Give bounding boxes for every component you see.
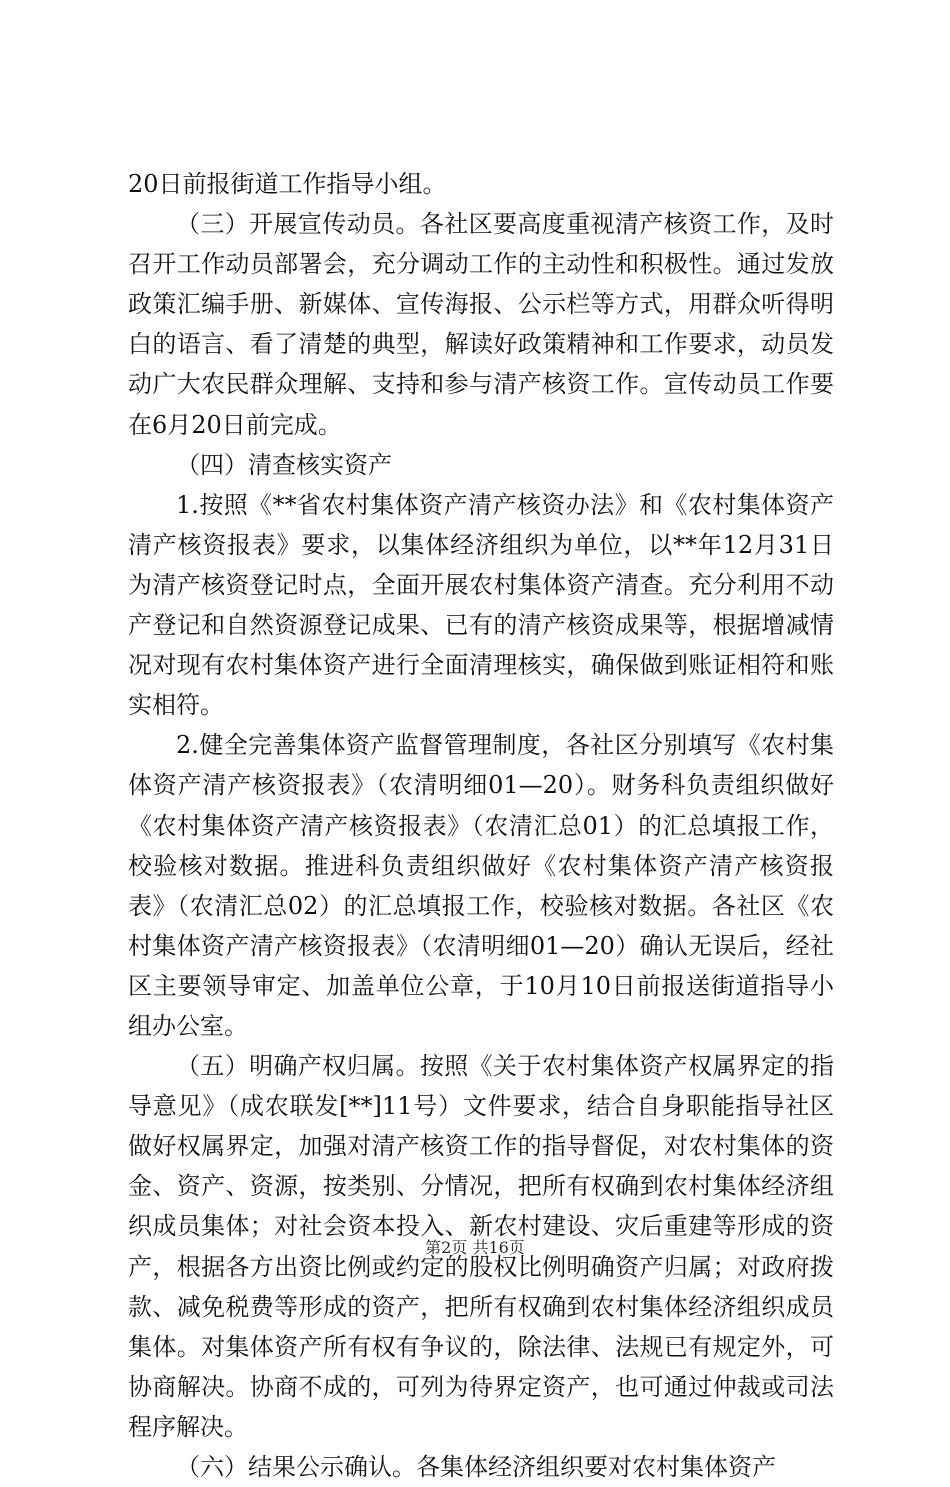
document-body <box>128 164 834 1487</box>
paragraph-results-publicity: （六）结果公示确认。各集体经济组织要对农村集体资产 <box>176 1453 776 1481</box>
paragraph-continuation: 20日前报街道工作指导小组。 <box>128 170 447 198</box>
paragraph-item-2: 2.健全完善集体资产监督管理制度，各社区分别填写《农村集体资产清产核资报表》（农清明细01—20）。财务科负责组织做好《农村集体资产清产核资报表》（农清汇总01）的汇总填报工作，校验核对数据。推进科负责组织做好《农村集体资产清产核资报表》（农清汇总02）的汇总填报工作，校验核对数据。各社区《农村集体资产清产核资报表》（农清明细01—20）确认无误后，经社区主要领导审定、加盖单位公章，于10月10日前报送街道指导小组办公室。 <box>128 731 834 1040</box>
page-footer <box>0 1238 950 1258</box>
page-number: 第2页 共16页 <box>425 1238 525 1257</box>
paragraph-heading-verify-assets: （四）清查核实资产 <box>176 450 392 479</box>
paragraph-property-rights: （五）明确产权归属。按照《关于农村集体资产权属界定的指导意见》（成农联发[**]11号）文件要求，结合自身职能指导社区做好权属界定，加强对清产核资工作的指导督促，对农村集体的资金、资产、资源，按类别、分情况，把所有权确到农村集体经济组织成员集体；对社会资本投入、新农村建设、灾后重建等形成的资产，根据各方出资比例或约定的股权比例明确资产归属；对政府拨款、减免税费等形成的资产，把所有权确到农村集体经济组织成员集体。对集体资产所有权有争议的，除法律、法规已有规定外，可协商解决。协商不成的，可列为待界定资产，也可通过仲裁或司法程序解决。 <box>128 1052 834 1441</box>
paragraph-item-1: 1.按照《**省农村集体资产清产核资办法》和《农村集体资产清产核资报表》要求，以集体经济组织为单位，以**年12月31日为清产核资登记时点，全面开展农村集体资产清查。充分利用不动产登记和自然资源登记成果、已有的清产核资成果等，根据增减情况对现有农村集体资产进行全面清理核实，确保做到账证相符和账实相符。 <box>128 490 834 720</box>
paragraph-publicity: （三）开展宣传动员。各社区要高度重视清产核资工作，及时召开工作动员部署会，充分调动工作的主动性和积极性。通过发放政策汇编手册、新媒体、宣传海报、公示栏等方式，用群众听得明白的语言、看了清楚的典型，解读好政策精神和工作要求，动员发动广大农民群众理解、支持和参与清产核资工作。宣传动员工作要在6月20日前完成。 <box>128 210 834 439</box>
